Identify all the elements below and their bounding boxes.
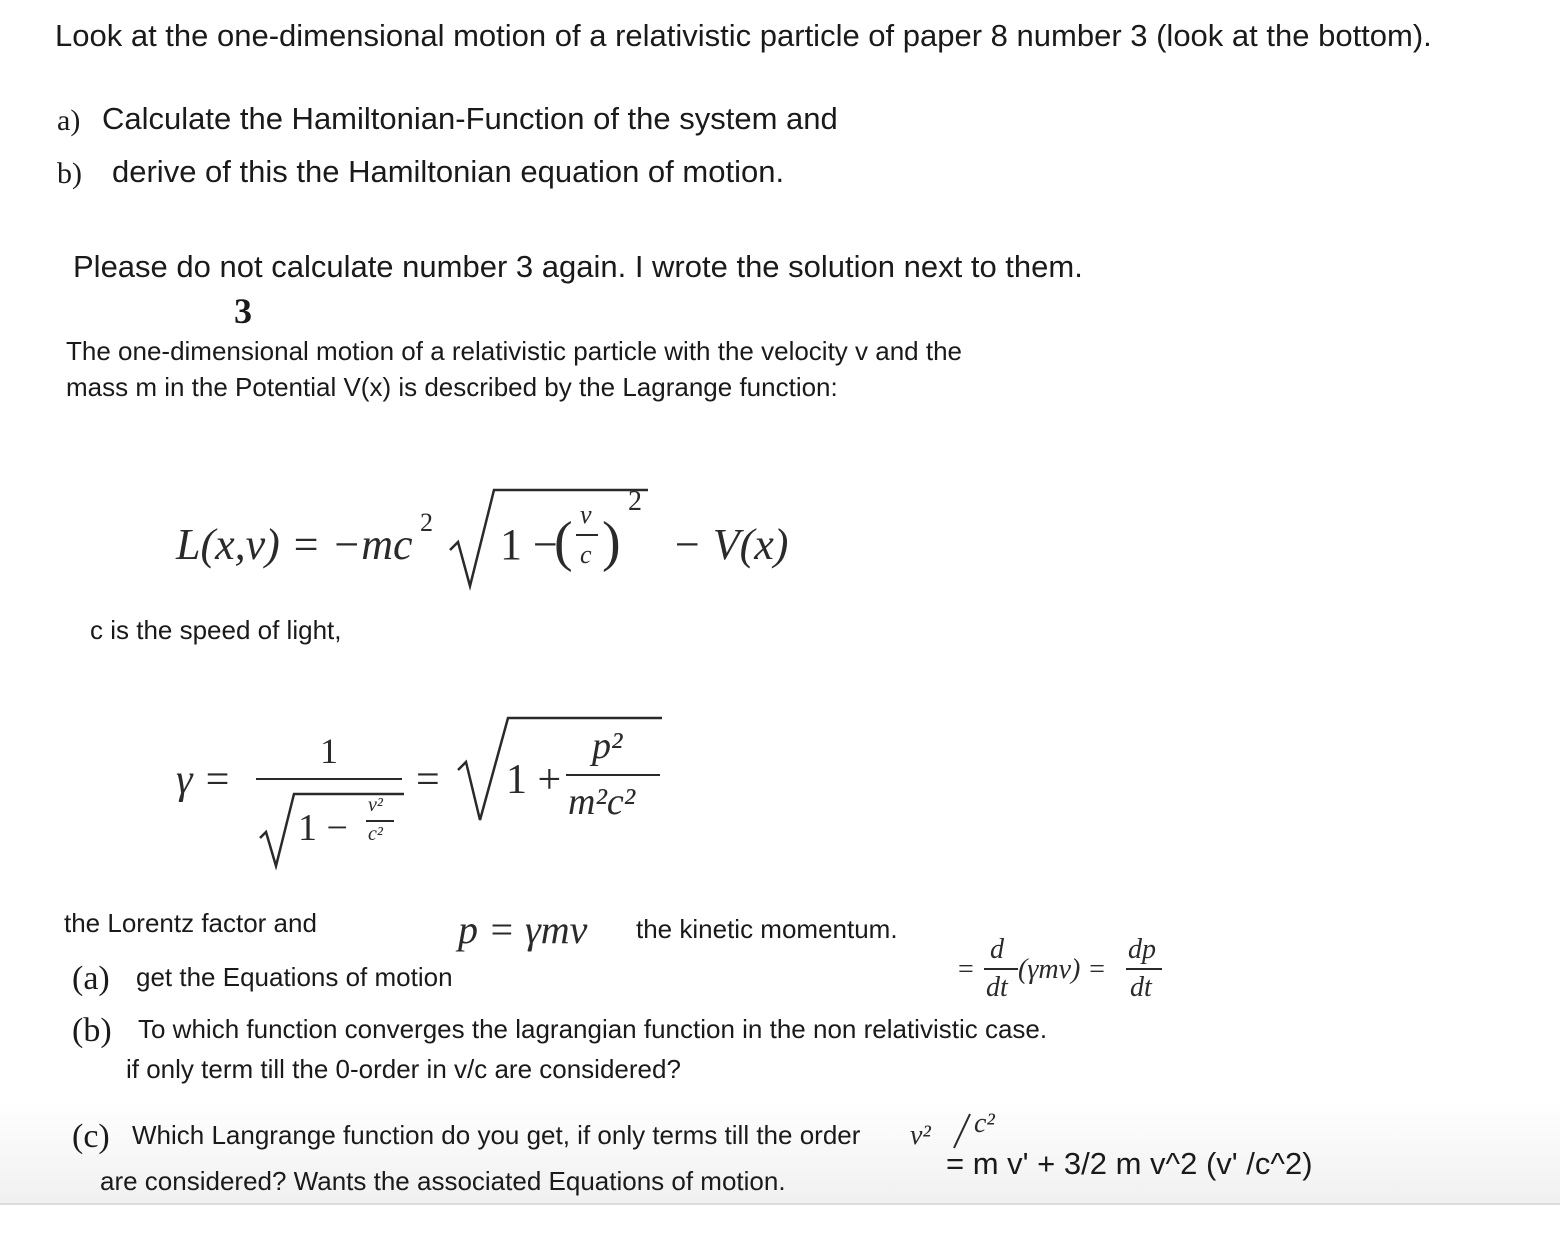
note-text: Please do not calculate number 3 again. I wrote the solution next to them.: [73, 249, 1083, 284]
speed-of-light-text: c is the speed of light,: [90, 615, 342, 645]
lagrangian-radicand-one: 1 −: [500, 520, 558, 569]
task-a-text: Calculate the Hamiltonian-Function of the system and: [102, 101, 838, 136]
part-c-text-2: are considered? Wants the associated Equations of motion.: [100, 1166, 786, 1196]
gamma-p-fraction-line: [566, 774, 660, 776]
part-b-text: To which function converges the lagrangian function in the non relativistic case.: [138, 1014, 1048, 1044]
solution-a-dt2: dt: [1130, 972, 1152, 1003]
intro-text: Look at the one-dimensional motion of a relativistic particle of paper 8 number 3 (look at the bottom).: [55, 18, 1432, 53]
solution-a-gmv: (γmv) =: [1018, 954, 1107, 985]
gamma-sqrt-one: 1 +: [506, 757, 562, 803]
task-a-label: a): [57, 104, 81, 137]
problem-description-line-2: mass m in the Potential V(x) is described by the Lagrange function:: [66, 372, 838, 402]
problem-number: 3: [234, 291, 252, 331]
solution-a-dp: dp: [1128, 934, 1156, 965]
gamma-fraction-line: [256, 778, 402, 780]
gamma-symbol: γ =: [176, 757, 232, 803]
solution-c: = m v' + 3/2 m v^2 (v' /c^2): [946, 1146, 1313, 1181]
solution-a-equals: =: [958, 954, 974, 985]
part-c-order-v: v²: [910, 1120, 931, 1151]
part-a-label: (a): [72, 960, 110, 997]
lagrangian-potential: − V(x): [672, 520, 789, 569]
solution-a-d-line: [984, 968, 1018, 970]
lagrangian-v: v: [580, 500, 592, 529]
lorentz-text: the Lorentz factor and: [64, 908, 317, 938]
bottom-divider: [0, 1203, 1560, 1205]
paren-close: ): [602, 511, 621, 573]
momentum-text: the kinetic momentum.: [636, 914, 898, 944]
gamma-equals: =: [416, 757, 440, 803]
lagrangian-lhs: L(x,v) = −mc: [176, 520, 413, 569]
part-c-label: (c): [72, 1118, 110, 1155]
lagrangian-square: 2: [628, 486, 642, 517]
lagrangian-fraction-line: [576, 534, 598, 536]
lagrangian-c: c: [580, 540, 592, 569]
gamma-numerator: 1: [320, 731, 338, 771]
part-c-order-c: c²: [974, 1108, 995, 1139]
gamma-c2: c²: [368, 823, 383, 845]
task-b-text: derive of this the Hamiltonian equation of motion.: [112, 154, 785, 189]
gamma-p2: p²: [592, 725, 623, 767]
gamma-v2: v²: [368, 794, 383, 816]
part-b-label: (b): [72, 1012, 112, 1049]
gamma-m2c2: m²c²: [568, 781, 636, 823]
gamma-inner-one: 1 −: [298, 807, 348, 849]
task-b-label: b): [57, 157, 82, 190]
solution-a-d: d: [990, 934, 1004, 965]
lagrangian-exponent: 2: [420, 508, 433, 537]
momentum-formula: p = γmv: [458, 907, 588, 952]
problem-description-line-1: The one-dimensional motion of a relativistic particle with the velocity v and the: [66, 336, 962, 366]
part-b-text-2: if only term till the 0-order in v/c are considered?: [126, 1054, 681, 1084]
part-a-text: get the Equations of motion: [136, 962, 453, 992]
solution-a-dt: dt: [986, 972, 1008, 1003]
gamma-inner-fraction-line: [366, 820, 394, 822]
sqrt-sign-icon: [456, 712, 668, 824]
paren-open: (: [554, 511, 573, 573]
solution-a-dp-line: [1126, 968, 1162, 970]
part-c-text: Which Langrange function do you get, if only terms till the order: [132, 1120, 861, 1150]
